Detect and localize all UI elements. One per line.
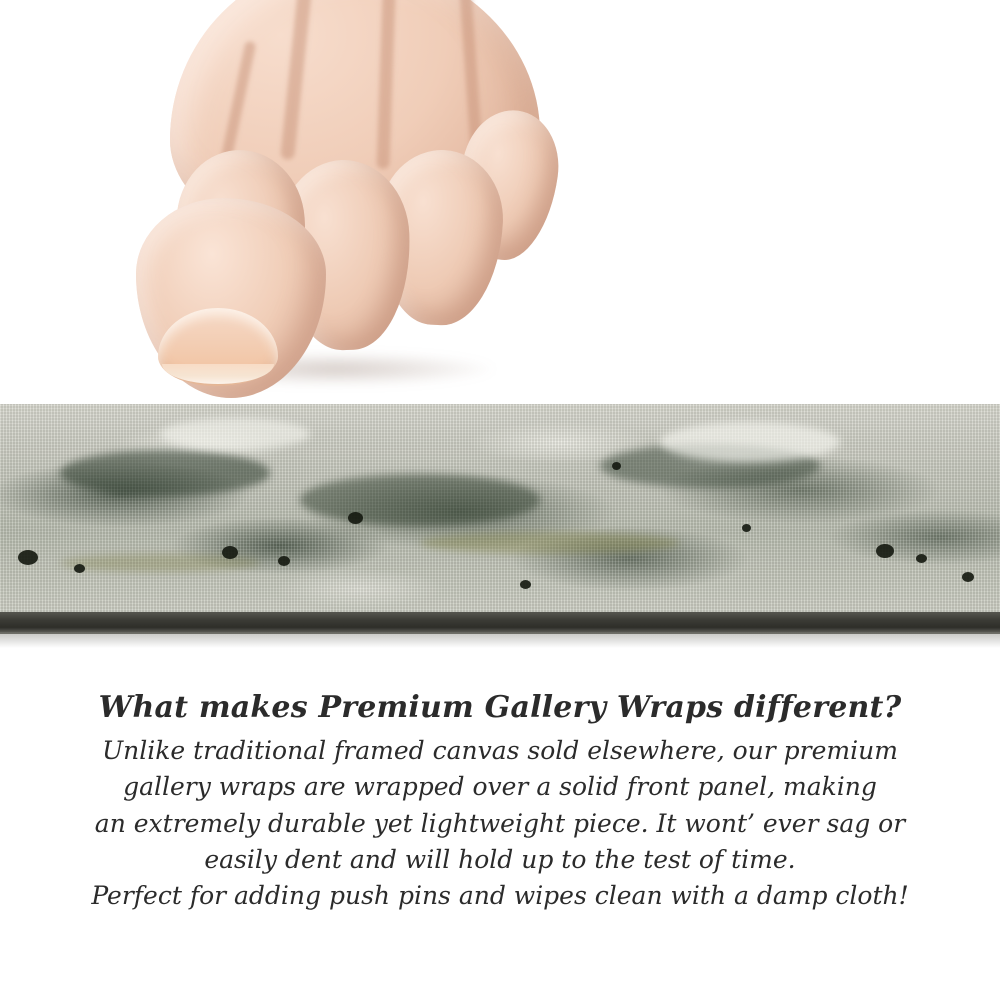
caption-heading: What makes Premium Gallery Wraps different? [98,690,902,725]
canvas-speck [742,524,751,532]
knuckle-crease [280,0,314,160]
hand-illustration [130,0,550,430]
caption-line: Perfect for adding push pins and wipes clean with a damp cloth! [91,881,909,910]
caption-line: easily dent and will hold up to the test of time. [204,844,796,874]
canvas-speck [962,572,974,582]
canvas-speck [916,554,927,563]
caption-line: an extremely durable yet lightweight piece. It wont’ ever sag or [94,808,906,838]
caption-body [0,733,1000,914]
caption-block [0,690,1000,914]
canvas-light-smear [660,422,840,462]
canvas-light-smear [160,418,310,450]
canvas-drop-shadow [0,632,1000,648]
canvas-speck [18,550,38,565]
canvas-olive-smear [420,532,680,554]
canvas-speck [348,512,363,524]
canvas-speck [520,580,531,589]
knuckle-crease [376,0,396,169]
canvas-speck [612,462,621,470]
canvas-speck [222,546,238,559]
caption-line: Unlike traditional framed canvas sold elsewhere, our premium [102,736,898,765]
canvas-speck [876,544,894,558]
canvas-dark-smear [60,450,270,496]
canvas-speck [74,564,85,573]
canvas-speck [278,556,290,566]
canvas-panel-edge [0,612,1000,634]
canvas-wrap-edge [0,404,1000,619]
caption-line: gallery wraps are wrapped over a solid front panel, making [123,772,877,802]
canvas-dark-smear [300,474,540,526]
